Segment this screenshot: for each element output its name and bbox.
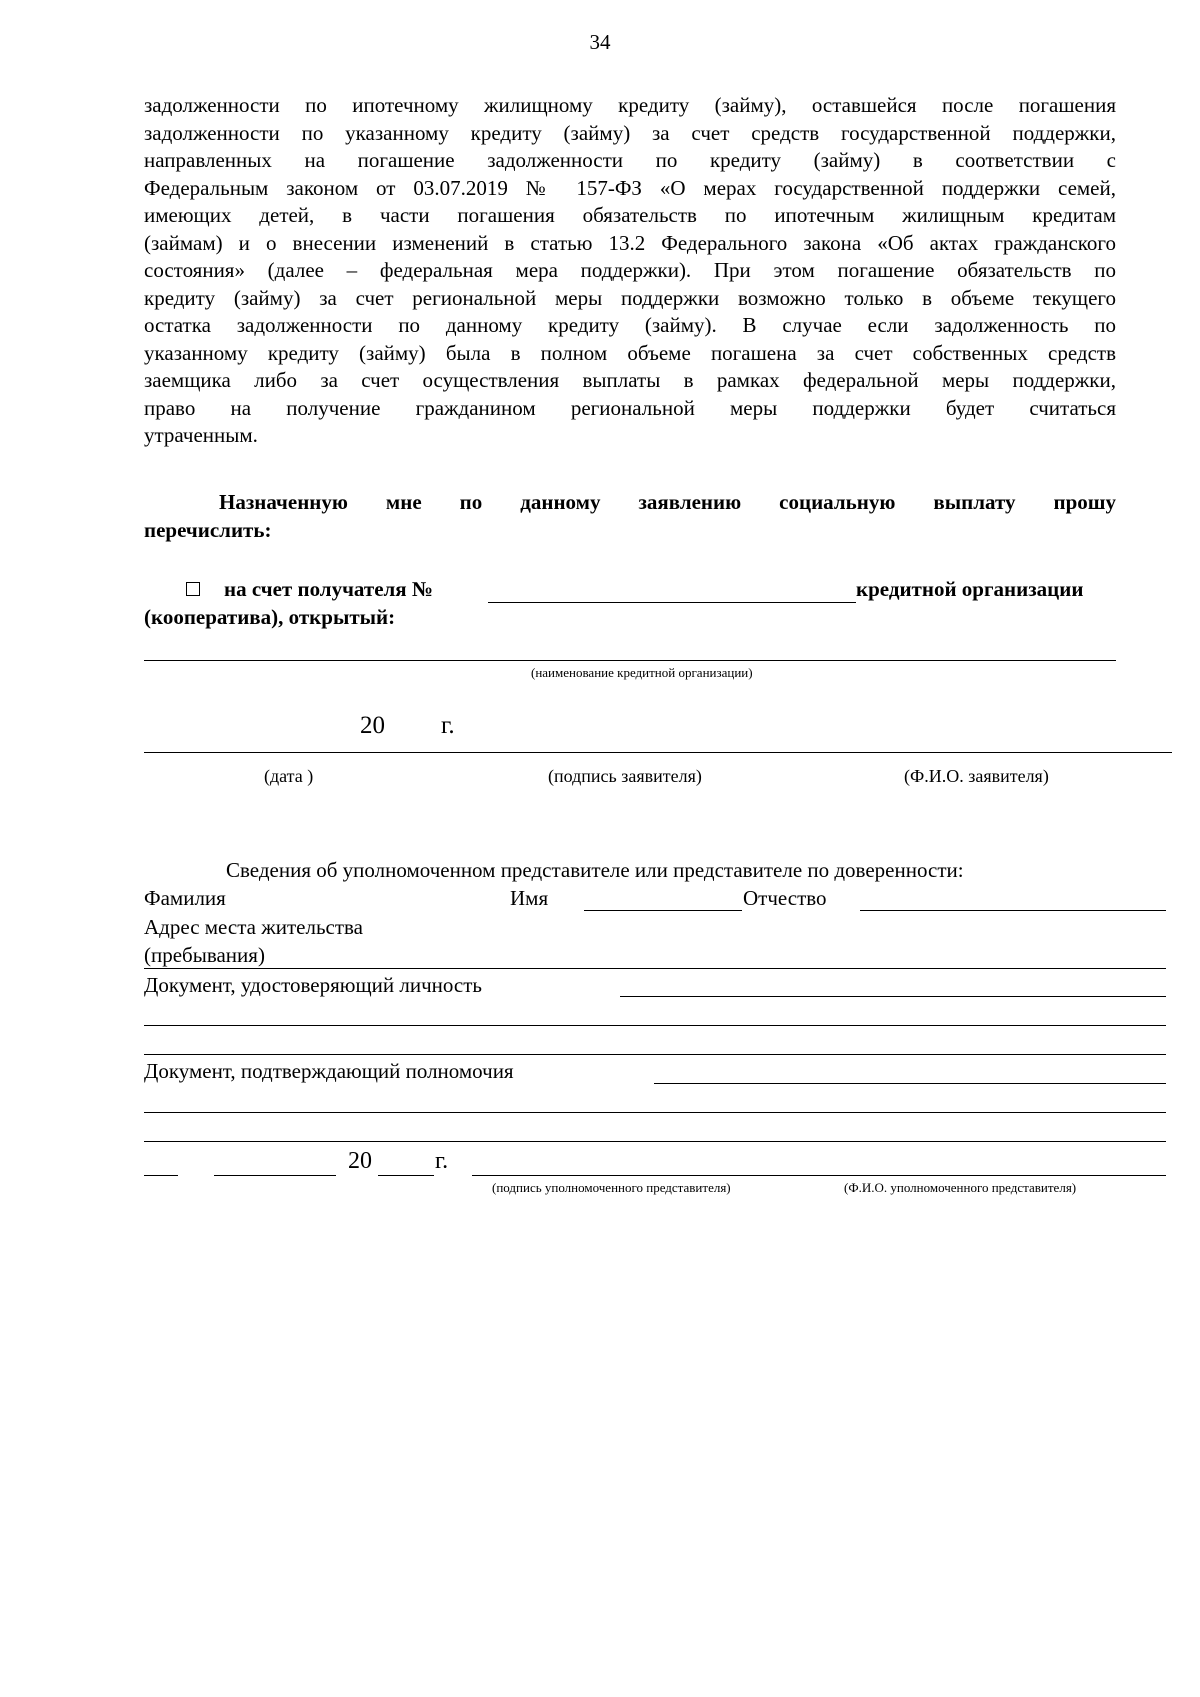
- paragraph-line: задолженности по указанному кредиту (займу) за счет средств государственной поддержки,: [144, 120, 1116, 145]
- patronymic-label: Отчество: [743, 886, 827, 910]
- credit-org-caption: (наименование кредитной организации): [531, 665, 753, 680]
- paragraph-line: имеющих детей, в части погашения обязательств по ипотечным жилищным кредитам: [144, 203, 1116, 227]
- rep-signature-line[interactable]: [472, 1175, 1166, 1176]
- credit-org-name-field[interactable]: [144, 660, 1116, 661]
- paragraph-line: право на получение гражданином региональной меры поддержки будет считаться: [144, 395, 1116, 420]
- address-field[interactable]: [144, 968, 1166, 969]
- rep-year-field[interactable]: [378, 1175, 434, 1176]
- id-doc-field-line-2[interactable]: [144, 1025, 1166, 1026]
- account-number-field[interactable]: [488, 602, 856, 603]
- paragraph-line: заемщика либо за счет осуществления выплаты в рамках федеральной меры поддержки,: [144, 368, 1116, 392]
- credit-org-label: кредитной организации: [856, 577, 1084, 601]
- paragraph-line: остатка задолженности по данному кредиту (займу). В случае если задолженность по: [144, 313, 1116, 337]
- rep-signature-caption: (подпись уполномоченного представителя): [492, 1180, 731, 1195]
- applicant-signature-line[interactable]: [144, 752, 1172, 753]
- account-checkbox[interactable]: [186, 582, 200, 596]
- authority-doc-label: Документ, подтверждающий полномочия: [144, 1059, 514, 1083]
- account-label: на счет получателя №: [224, 577, 434, 601]
- address-label-continued: (пребывания): [144, 943, 265, 967]
- paragraph-line: кредиту (займу) за счет региональной меры поддержки возможно только в объеме текущего: [144, 285, 1116, 310]
- signature-caption: (подпись заявителя): [548, 766, 702, 786]
- rep-year-suffix: г.: [435, 1148, 449, 1174]
- id-doc-field[interactable]: [620, 996, 1166, 997]
- authority-doc-field-line-2[interactable]: [144, 1112, 1166, 1113]
- rep-day-field[interactable]: [144, 1175, 178, 1176]
- name-field[interactable]: [584, 910, 742, 911]
- rep-name-caption: (Ф.И.О. уполномоченного представителя): [844, 1180, 1077, 1195]
- payment-request-line-2: перечислить:: [144, 518, 272, 542]
- representative-heading: Сведения об уполномоченном представителе или представителе по доверенности:: [226, 858, 964, 882]
- authority-doc-field-line-3[interactable]: [144, 1141, 1166, 1142]
- id-doc-field-line-3[interactable]: [144, 1054, 1166, 1055]
- paragraph-line: утраченным.: [144, 423, 258, 447]
- applicant-year-suffix: г.: [441, 712, 455, 739]
- rep-year-prefix: 20: [348, 1148, 372, 1174]
- paragraph-line: Федеральным законом от 03.07.2019 № 157-ФЗ «О мерах государственной поддержки семей,: [144, 175, 1116, 200]
- surname-label: Фамилия: [144, 886, 226, 910]
- authority-doc-field[interactable]: [654, 1083, 1166, 1084]
- name-label: Имя: [510, 886, 549, 910]
- paragraph-line: задолженности по ипотечному жилищному кредиту (займу), оставшейся после погашения: [144, 93, 1116, 117]
- payment-request: [144, 488, 1116, 544]
- consent-paragraph: [144, 92, 1116, 450]
- paragraph-line: направленных на погашение задолженности по кредиту (займу) в соответствии с: [144, 148, 1116, 172]
- paragraph-line: (займам) и о внесении изменений в статью 13.2 Федерального закона «Об актах гражданского: [144, 230, 1116, 255]
- patronymic-field[interactable]: [860, 910, 1166, 911]
- applicant-name-caption: (Ф.И.О. заявителя): [904, 766, 1049, 786]
- id-doc-label: Документ, удостоверяющий личность: [144, 973, 482, 997]
- date-caption: (дата ): [264, 766, 314, 786]
- rep-month-field[interactable]: [214, 1175, 336, 1176]
- applicant-year-prefix: 20: [360, 712, 385, 739]
- cooperative-label: (кооператива), открытый:: [144, 605, 396, 629]
- paragraph-line: состояния» (далее – федеральная мера поддержки). При этом погашение обязательств по: [144, 258, 1116, 282]
- page-number: 34: [589, 30, 611, 54]
- payment-request-line-1: Назначенную мне по данному заявлению социальную выплату прошу: [219, 490, 1116, 514]
- paragraph-line: указанному кредиту (займу) была в полном объеме погашена за счет собственных средств: [144, 340, 1116, 365]
- address-label: Адрес места жительства: [144, 915, 363, 939]
